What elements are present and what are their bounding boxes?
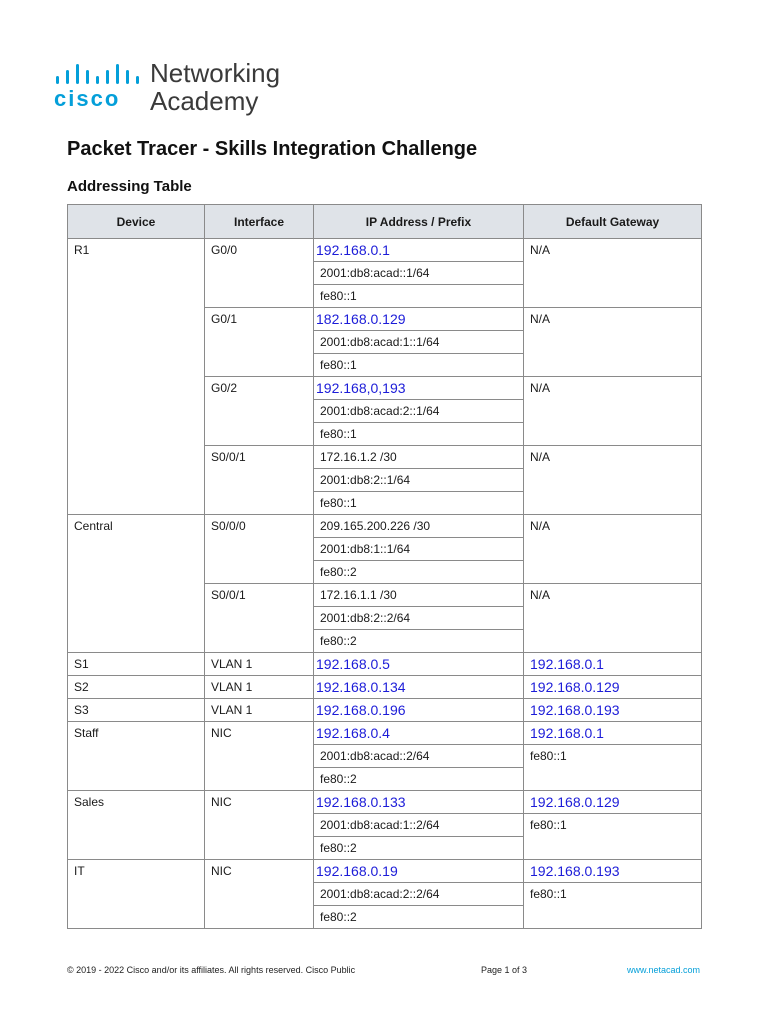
interface-cell: G0/1 <box>205 308 314 377</box>
cisco-wordmark: cisco <box>54 86 121 111</box>
gateway-cell: 192.168.0.129 <box>524 791 702 814</box>
ip-cell: 192.168.0.133 <box>314 791 524 814</box>
gateway-cell: N/A <box>524 239 702 308</box>
interface-cell: NIC <box>205 791 314 860</box>
device-cell: Central <box>68 515 205 653</box>
ip-cell: 209.165.200.226 /30 <box>314 515 524 538</box>
ip-cell: 2001:db8:acad:1::2/64 <box>314 814 524 837</box>
gateway-cell: N/A <box>524 308 702 377</box>
device-cell: S2 <box>68 676 205 699</box>
ip-cell: 192.168.0.5 <box>314 653 524 676</box>
document-title: Packet Tracer - Skills Integration Challenge <box>67 138 478 160</box>
table-row <box>68 860 702 883</box>
table-row <box>68 676 702 699</box>
gateway-cell: N/A <box>524 446 702 515</box>
cisco-networking-academy-logo <box>50 58 310 118</box>
footer-page-number: Page 1 of 3 <box>481 965 528 975</box>
ip-cell: 192.168.0.1 <box>314 239 524 262</box>
addressing-table <box>67 204 702 929</box>
header-interface: Interface <box>205 205 314 239</box>
interface-cell: VLAN 1 <box>205 653 314 676</box>
logo-title-line1: Networking <box>150 58 281 88</box>
device-cell: Staff <box>68 722 205 791</box>
ip-cell: 2001:db8:1::1/64 <box>314 538 524 561</box>
ip-cell: 182.168.0.129 <box>314 308 524 331</box>
device-cell: IT <box>68 860 205 929</box>
interface-cell: VLAN 1 <box>205 699 314 722</box>
interface-cell: VLAN 1 <box>205 676 314 699</box>
gateway-cell: fe80::1 <box>524 745 702 791</box>
section-title: Addressing Table <box>67 178 192 195</box>
gateway-cell: 192.168.0.193 <box>524 860 702 883</box>
ip-cell: fe80::1 <box>314 423 524 446</box>
gateway-cell: N/A <box>524 377 702 446</box>
table-row <box>68 653 702 676</box>
ip-cell: 192.168.0.19 <box>314 860 524 883</box>
header-ip-address: IP Address / Prefix <box>314 205 524 239</box>
ip-cell: 192.168,0,193 <box>314 377 524 400</box>
ip-cell: 2001:db8:acad:2::1/64 <box>314 400 524 423</box>
table-row <box>68 722 702 745</box>
device-cell: S1 <box>68 653 205 676</box>
gateway-cell: 192.168.0.193 <box>524 699 702 722</box>
interface-cell: G0/0 <box>205 239 314 308</box>
table-row <box>68 699 702 722</box>
ip-cell: 2001:db8:acad:2::2/64 <box>314 883 524 906</box>
ip-cell: 172.16.1.1 /30 <box>314 584 524 607</box>
header-device: Device <box>68 205 205 239</box>
ip-cell: fe80::1 <box>314 285 524 308</box>
interface-cell: S0/0/0 <box>205 515 314 584</box>
ip-cell: fe80::2 <box>314 561 524 584</box>
ip-cell: 192.168.0.134 <box>314 676 524 699</box>
footer-copyright: © 2019 - 2022 Cisco and/or its affiliates. All rights reserved. Cisco Public <box>67 965 356 975</box>
logo-title-line2: Academy <box>150 86 259 116</box>
device-cell: Sales <box>68 791 205 860</box>
interface-cell: S0/0/1 <box>205 584 314 653</box>
interface-cell: S0/0/1 <box>205 446 314 515</box>
ip-cell: 192.168.0.4 <box>314 722 524 745</box>
table-header-row <box>68 205 702 239</box>
table-row <box>68 515 702 538</box>
ip-cell: fe80::2 <box>314 906 524 929</box>
device-cell: S3 <box>68 699 205 722</box>
ip-cell: fe80::2 <box>314 768 524 791</box>
gateway-cell: 192.168.0.1 <box>524 653 702 676</box>
interface-cell: G0/2 <box>205 377 314 446</box>
gateway-cell: fe80::1 <box>524 883 702 929</box>
ip-cell: fe80::2 <box>314 837 524 860</box>
gateway-cell: 192.168.0.1 <box>524 722 702 745</box>
ip-cell: 192.168.0.196 <box>314 699 524 722</box>
table-row <box>68 791 702 814</box>
device-cell: R1 <box>68 239 205 515</box>
footer-url-link[interactable]: www.netacad.com <box>626 965 700 975</box>
ip-cell: fe80::1 <box>314 492 524 515</box>
ip-cell: 2001:db8:acad::1/64 <box>314 262 524 285</box>
ip-cell: 2001:db8:2::1/64 <box>314 469 524 492</box>
interface-cell: NIC <box>205 722 314 791</box>
header-default-gateway: Default Gateway <box>524 205 702 239</box>
gateway-cell: N/A <box>524 584 702 653</box>
gateway-cell: 192.168.0.129 <box>524 676 702 699</box>
ip-cell: 2001:db8:acad:1::1/64 <box>314 331 524 354</box>
interface-cell: NIC <box>205 860 314 929</box>
gateway-cell: fe80::1 <box>524 814 702 860</box>
gateway-cell: N/A <box>524 515 702 584</box>
ip-cell: fe80::1 <box>314 354 524 377</box>
ip-cell: 172.16.1.2 /30 <box>314 446 524 469</box>
table-row <box>68 239 702 262</box>
ip-cell: 2001:db8:acad::2/64 <box>314 745 524 768</box>
ip-cell: fe80::2 <box>314 630 524 653</box>
cisco-bars-icon <box>54 64 150 86</box>
ip-cell: 2001:db8:2::2/64 <box>314 607 524 630</box>
